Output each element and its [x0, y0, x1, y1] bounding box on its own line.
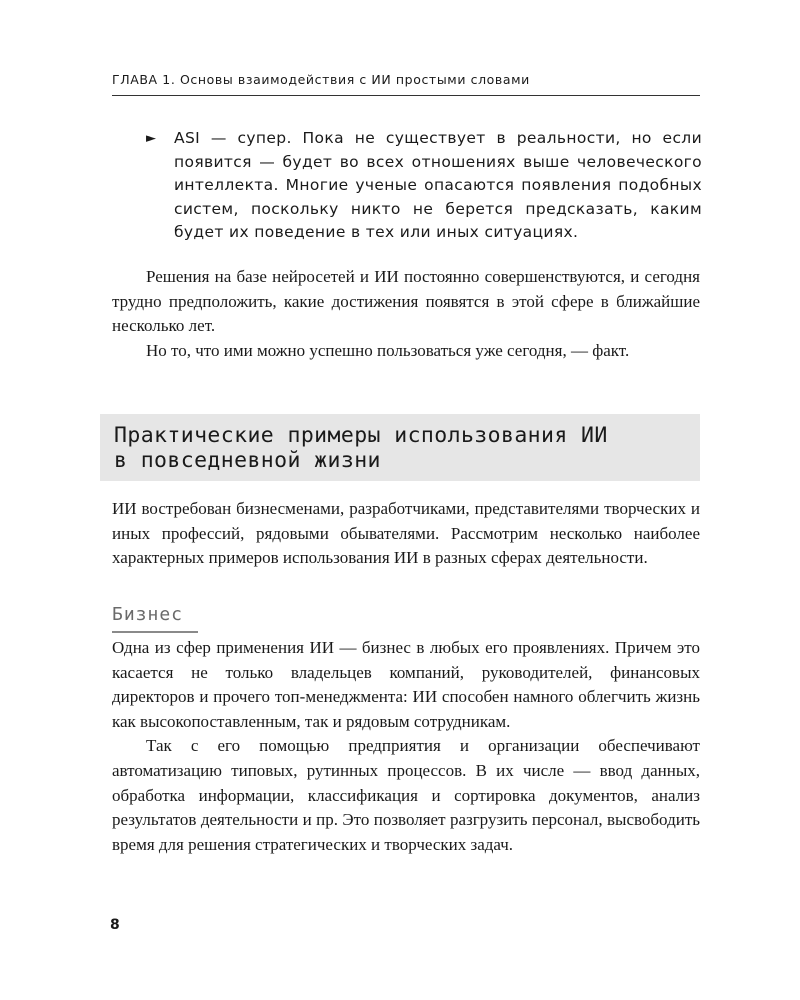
- section-intro: [112, 497, 700, 571]
- bullet-body: [174, 127, 702, 245]
- paragraph: Одна из сфер применения ИИ — бизнес в любых его проявлениях. Причем это касается не только владельцев компаний, руководителей, финансовых директоров и прочего топ-менеджмента: ИИ способен намного облегчить жизнь как высокопоставленным, так и рядовым сотрудникам.: [112, 638, 700, 731]
- bullet-text: — супер. Пока не существует в реальности, но если появится — будет во всех отношениях выше человеческого интеллекта. Многие ученые опасаются появления подобных систем, поскольку никто не берется предсказать, каким будет их поведение в тех или иных ситуациях.: [174, 129, 702, 241]
- subsection-underline: [112, 631, 198, 633]
- bullet-term: ASI: [174, 129, 201, 147]
- running-head: ГЛАВА 1. Основы взаимодействия с ИИ простыми словами: [112, 72, 530, 87]
- bullet-arrow-icon: ►: [146, 131, 157, 146]
- paragraph: Так с его помощью предприятия и организации обеспечивают автоматизацию типовых, рутинных процессов. В их числе — ввод данных, обработка информации, классификация и сортировка документов, анализ результатов деятельности и пр. Это позволяет разгрузить персонал, высвободить время для решения стратегических и творческих задач.: [112, 736, 700, 854]
- section-heading-box: [100, 414, 700, 481]
- intro-paragraphs: [112, 265, 700, 363]
- business-paragraphs: [112, 636, 700, 857]
- paragraph: Решения на базе нейросетей и ИИ постоянно совершенствуются, и сегодня трудно предположить, какие достижения появятся в этой сфере в ближайшие несколько лет.: [112, 267, 700, 336]
- paragraph: Но то, что ими можно успешно пользоваться уже сегодня, — факт.: [146, 340, 630, 360]
- header-rule: [112, 95, 700, 96]
- subsection-title: Бизнес: [112, 604, 184, 625]
- section-title-line: в повседневной жизни: [114, 447, 381, 473]
- paragraph: ИИ востребован бизнесменами, разработчиками, представителями творческих и иных профессий, рядовыми обывателями. Рассмотрим несколько наиболее характерных примеров использования ИИ в разных сферах деятельности.: [112, 499, 700, 568]
- section-title-line: Практические примеры использования ИИ: [114, 423, 608, 448]
- page-number: 8: [110, 917, 120, 933]
- section-title: [114, 424, 694, 473]
- bullet-item-asi: [146, 127, 702, 245]
